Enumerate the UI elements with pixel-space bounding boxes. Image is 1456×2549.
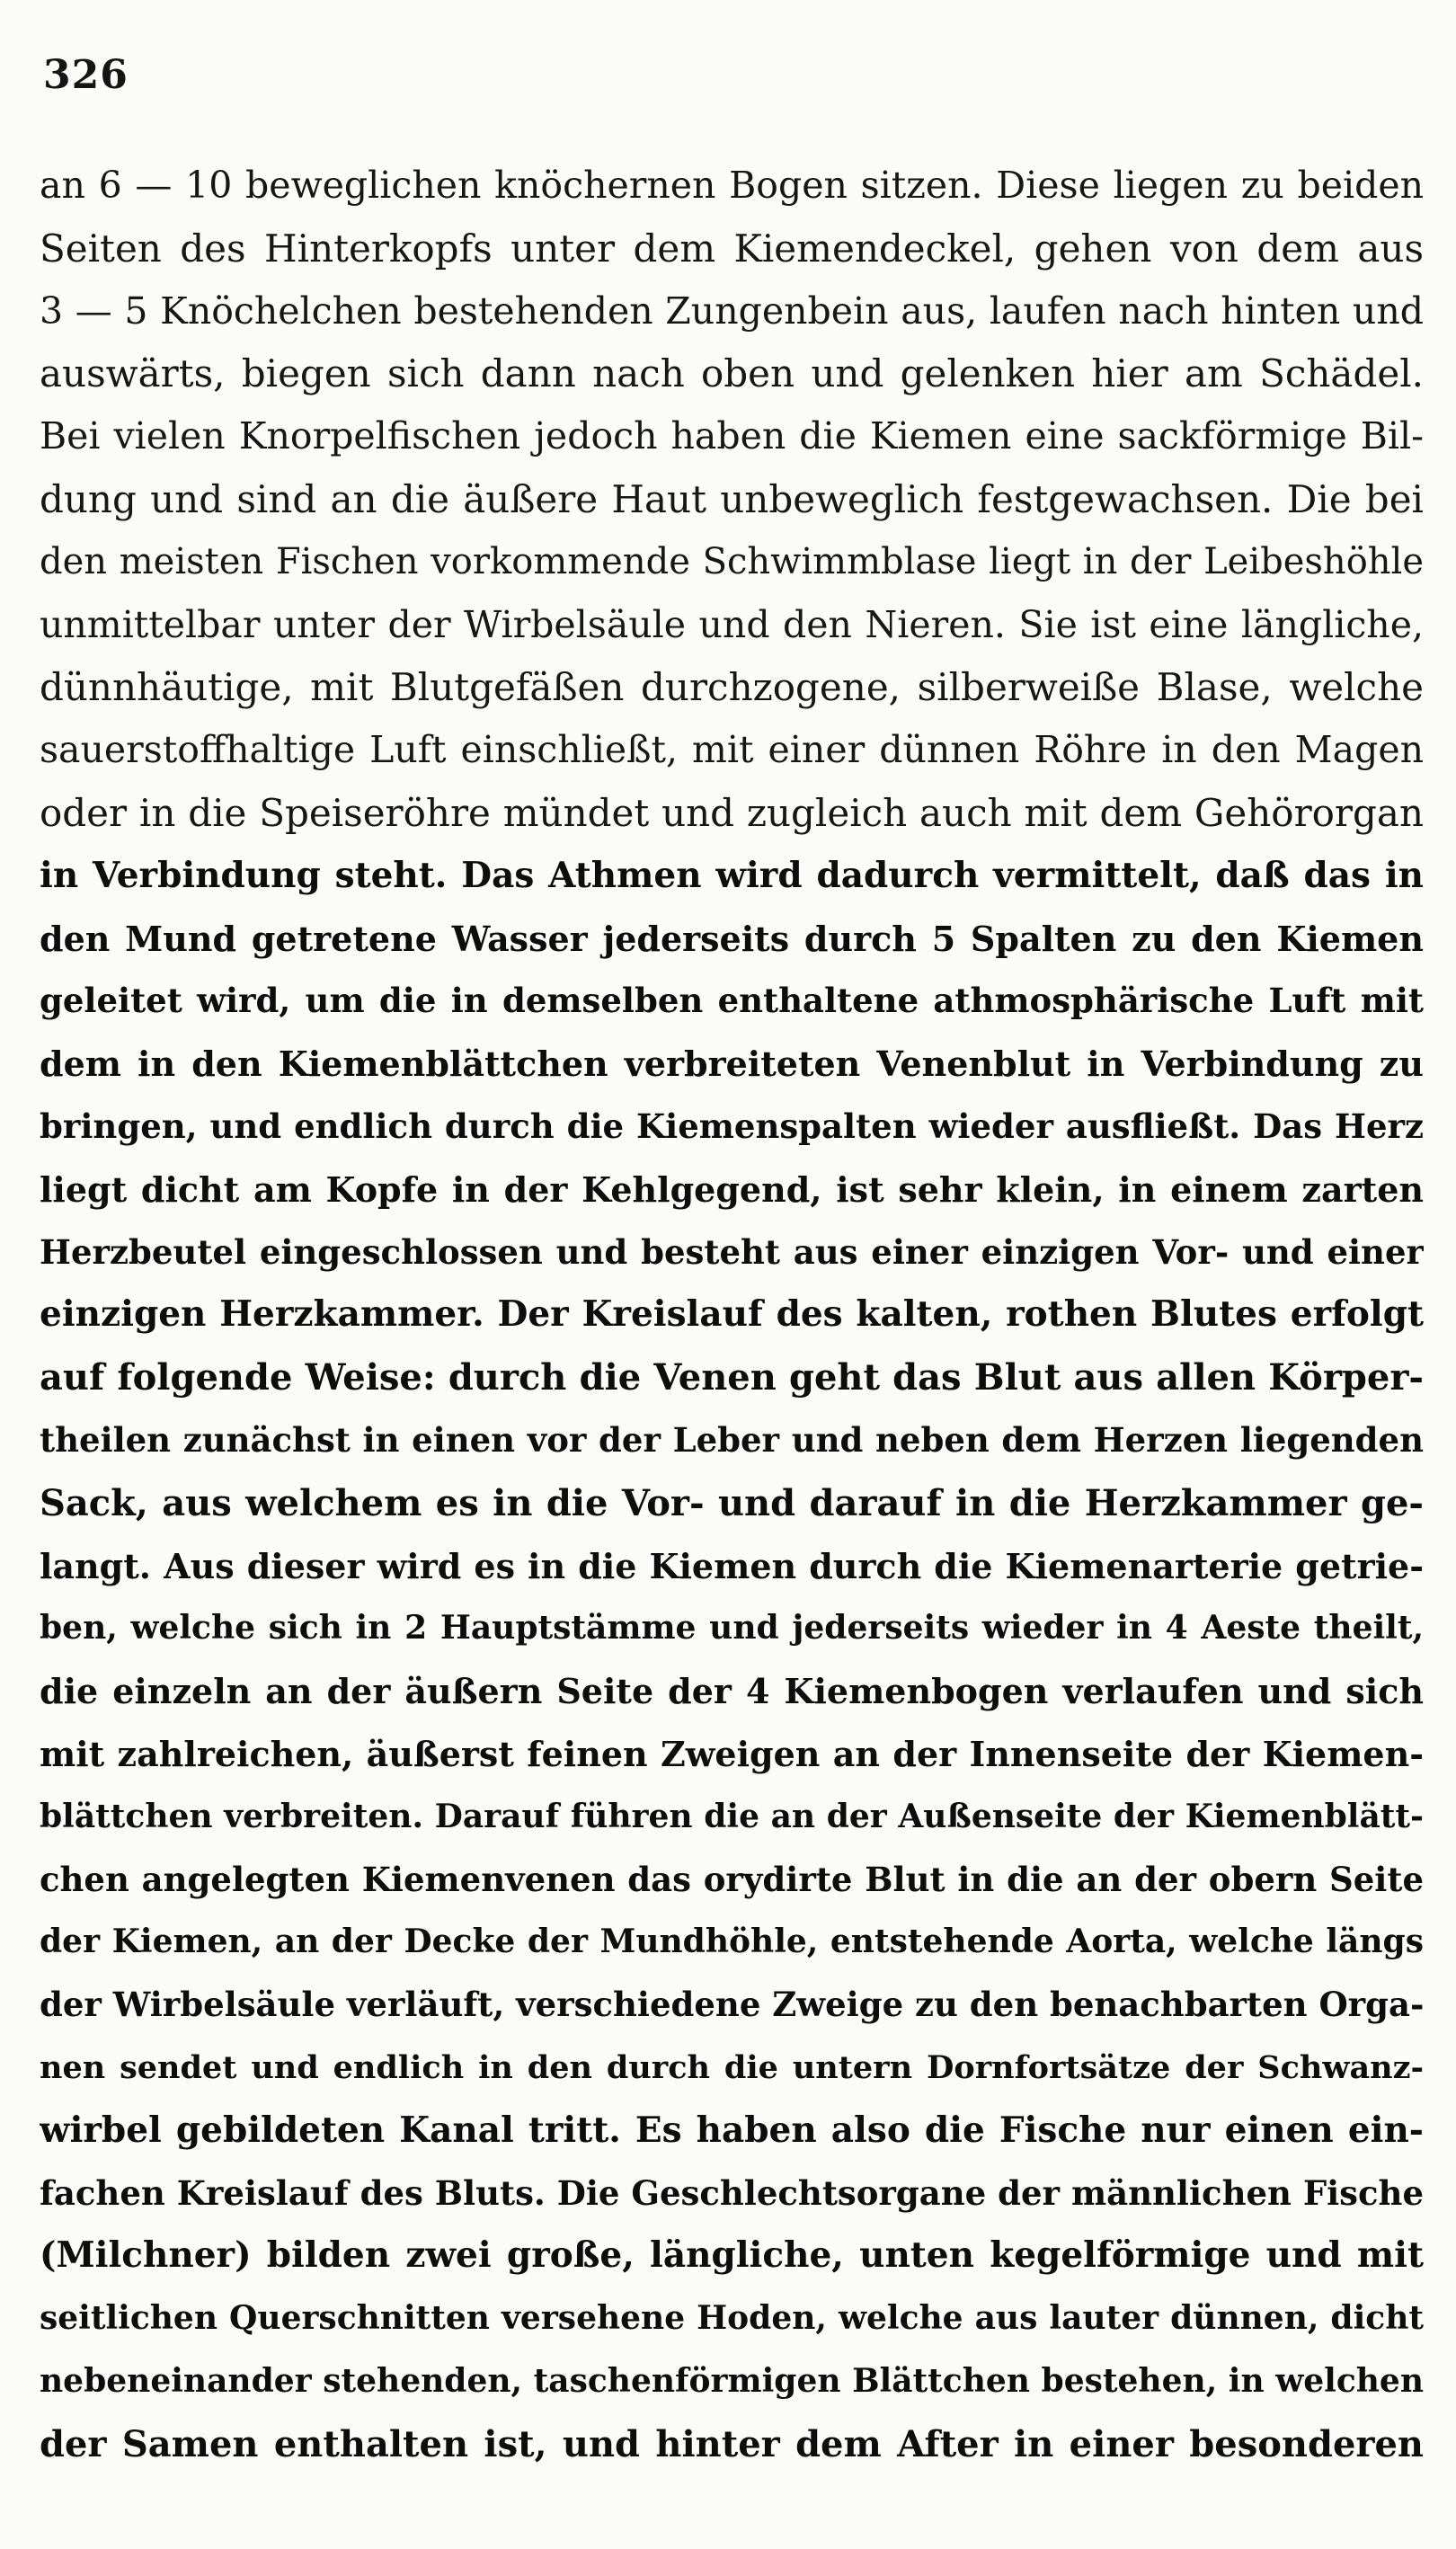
text-line: den meisten Fischen vorkommende Schwimmblase liegt in der Leibeshöhle bbox=[40, 540, 1424, 582]
text-line: (Milchner) bilden zwei große, längliche, unten kegelförmige und mit bbox=[40, 2234, 1424, 2277]
text-line: geleitet wird, um die in demselben enthaltene athmosphärische Luft mit bbox=[40, 981, 1424, 1021]
text-line: unmittelbar unter der Wirbelsäule und den Nieren. Sie ist eine längliche, bbox=[40, 602, 1424, 646]
text-line: mit zahlreichen, äußerst feinen Zweigen an der Innenseite der Kiemen- bbox=[40, 1733, 1424, 1774]
text-line: ben, welche sich in 2 Hauptstämme und jederseits wieder in 4 Aeste theilt, bbox=[40, 1609, 1424, 1648]
text-line: an 6 — 10 beweglichen knöchernen Bogen sitzen. Diese liegen zu beiden bbox=[40, 164, 1424, 207]
text-line: theilen zunächst in einen vor der Leber und neben dem Herzen liegenden bbox=[40, 1419, 1424, 1460]
text-line: dünnhäutige, mit Blutgefäßen durchzogene, silberweiße Blase, welche bbox=[40, 665, 1424, 710]
text-line: dem in den Kiemenblättchen verbreiteten Venenblut in Verbindung zu bbox=[40, 1044, 1424, 1085]
text-line: den Mund getretene Wasser jederseits durch 5 Spalten zu den Kiemen bbox=[40, 918, 1424, 959]
text-line: oder in die Speiseröhre mündet und zugleich auch mit dem Gehörorgan bbox=[40, 790, 1424, 835]
text-line: auswärts, biegen sich dann nach oben und gelenken hier am Schädel. bbox=[40, 351, 1424, 396]
text-line: dung und sind an die äußere Haut unbeweglich festgewachsen. Die bei bbox=[40, 476, 1424, 521]
text-line: Seiten des Hinterkopfs unter dem Kiemendeckel, gehen von dem aus bbox=[40, 226, 1424, 271]
text-line: bringen, und endlich durch die Kiemenspalten wieder ausfließt. Das Herz bbox=[40, 1106, 1424, 1146]
text-line: langt. Aus dieser wird es in die Kiemen durch die Kiemenarterie getrie- bbox=[40, 1545, 1424, 1586]
body-text bbox=[40, 155, 1424, 2475]
text-line: Herzbeutel eingeschlossen und besteht aus einer einzigen Vor- und einer bbox=[40, 1231, 1424, 1272]
text-line: einzigen Herzkammer. Der Kreislauf des kalten, rothen Blutes erfolgt bbox=[40, 1293, 1424, 1336]
text-line: wirbel gebildeten Kanal tritt. Es haben also die Fische nur einen ein- bbox=[40, 2109, 1424, 2151]
text-line: Sack, aus welchem es in die Vor- und darauf in die Herzkammer ge- bbox=[40, 1481, 1424, 1524]
text-line: 3 — 5 Knöchelchen bestehenden Zungenbein aus, laufen nach hinten und bbox=[40, 289, 1424, 333]
text-line: nebeneinander stehenden, taschenförmigen Blättchen bestehen, in welchen bbox=[40, 2361, 1424, 2400]
text-line: chen angelegten Kiemenvenen das orydirte Blut in die an der obern Seite bbox=[40, 1859, 1424, 1899]
text-line: der Kiemen, an der Decke der Mundhöhle, entstehende Aorta, welche längs bbox=[40, 1923, 1424, 1961]
text-line: sauerstoffhaltige Luft einschließt, mit einer dünnen Röhre in den Magen bbox=[40, 728, 1424, 772]
text-line: fachen Kreislauf des Bluts. Die Geschlechtsorgane der männlichen Fische bbox=[40, 2172, 1424, 2213]
text-line: der Wirbelsäule verläuft, verschiedene Zweige zu den benachbarten Orga- bbox=[40, 1985, 1424, 2025]
text-line: Bei vielen Knorpelfischen jedoch haben die Kiemen eine sackförmige Bil- bbox=[40, 414, 1424, 458]
text-line: in Verbindung steht. Das Athmen wird dadurch vermittelt, daß das in bbox=[40, 854, 1424, 896]
text-line: liegt dicht am Kopfe in der Kehlgegend, ist sehr klein, in einem zarten bbox=[40, 1168, 1424, 1210]
page-number: 326 bbox=[43, 52, 129, 98]
text-line: der Samen enthalten ist, und hinter dem After in einer besonderen bbox=[40, 2422, 1424, 2465]
text-line: auf folgende Weise: durch die Venen geht das Blut aus allen Körper- bbox=[40, 1356, 1424, 1399]
text-line: seitlichen Querschnitten versehene Hoden, welche aus lauter dünnen, dicht bbox=[40, 2299, 1424, 2338]
text-line: die einzeln an der äußern Seite der 4 Kiemenbogen verlaufen und sich bbox=[40, 1671, 1424, 1712]
text-line: blättchen verbreiten. Darauf führen die an der Außenseite der Kiemenblätt- bbox=[40, 1797, 1424, 1835]
text-line: nen sendet und endlich in den durch die untern Dornfortsätze der Schwanz- bbox=[40, 2048, 1424, 2086]
